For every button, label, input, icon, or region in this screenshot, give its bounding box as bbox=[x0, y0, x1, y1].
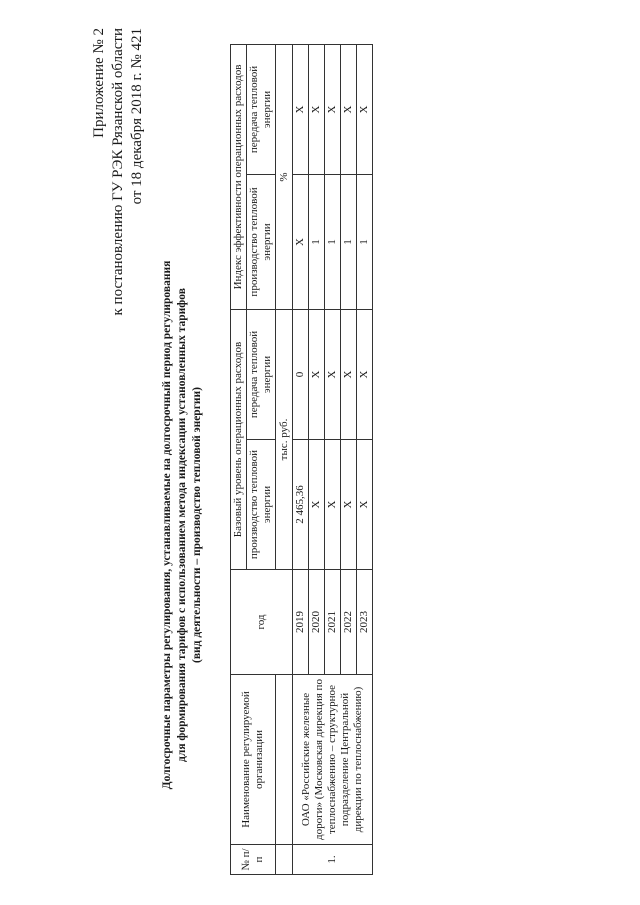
cell-base-prod: Х bbox=[309, 440, 325, 570]
title-line-2: для формирования тарифов с использованием метода индексации установленных тарифов bbox=[176, 288, 188, 762]
cell-year: 2021 bbox=[325, 570, 341, 675]
cell-idx-prod: 1 bbox=[341, 174, 357, 309]
cell-idx-trans: Х bbox=[325, 44, 341, 174]
cell-base-prod: 2 465,36 bbox=[293, 440, 309, 570]
cell-base-prod: Х bbox=[357, 440, 373, 570]
header-base-level: Базовый уровень операционных расходов bbox=[231, 309, 247, 569]
cell-base-trans: 0 bbox=[293, 309, 309, 439]
appendix-number: Приложение № 2 bbox=[91, 28, 107, 138]
cell-base-trans: Х bbox=[325, 309, 341, 439]
header-year: год bbox=[231, 570, 293, 675]
cell-base-trans: Х bbox=[309, 309, 325, 439]
table-header-row bbox=[231, 44, 247, 874]
unit-index: % bbox=[276, 44, 293, 309]
cell-idx-prod: Х bbox=[293, 174, 309, 309]
organization-name: ОАО «Российские железные дороги» (Московская дирекция по теплоснабжению – структурное подразделение Центральной дирекции по теплоснабжению) bbox=[293, 675, 373, 845]
appendix-date: от 18 декабря 2018 г. № 421 bbox=[129, 28, 145, 205]
header-num: № п/п bbox=[231, 845, 276, 875]
subheader-base-prod: производство тепловой энергии bbox=[247, 440, 276, 570]
row-number: 1. bbox=[293, 845, 373, 875]
cell-idx-trans: Х bbox=[357, 44, 373, 174]
title-line-1: Долгосрочные параметры регулирования, устанавливаемые на долгосрочный период регулирования bbox=[161, 260, 173, 790]
unit-empty-num bbox=[276, 845, 293, 875]
cell-base-prod: Х bbox=[325, 440, 341, 570]
cell-year: 2023 bbox=[357, 570, 373, 675]
cell-idx-prod: 1 bbox=[325, 174, 341, 309]
cell-idx-trans: Х bbox=[293, 44, 309, 174]
cell-year: 2020 bbox=[309, 570, 325, 675]
unit-empty-org bbox=[276, 675, 293, 845]
cell-base-prod: Х bbox=[341, 440, 357, 570]
subheader-base-trans: передача тепловой энергии bbox=[247, 309, 276, 439]
cell-idx-prod: 1 bbox=[357, 174, 373, 309]
unit-base: тыс. руб. bbox=[276, 309, 293, 569]
table-unit-row bbox=[276, 44, 293, 874]
parameters-table bbox=[230, 44, 373, 875]
cell-idx-trans: Х bbox=[309, 44, 325, 174]
appendix-header bbox=[90, 28, 147, 448]
subheader-index-prod: производство тепловой энергии bbox=[247, 174, 276, 309]
cell-base-trans: Х bbox=[341, 309, 357, 439]
appendix-reference: к постановлению ГУ РЭК Рязанской области bbox=[110, 28, 126, 316]
header-org: Наименование регулируемой организации bbox=[231, 675, 276, 845]
cell-base-trans: Х bbox=[357, 309, 373, 439]
table-row bbox=[293, 44, 309, 874]
document-title bbox=[160, 225, 205, 825]
cell-idx-trans: Х bbox=[341, 44, 357, 174]
title-line-3: (вид деятельности – производство тепловой энергии) bbox=[191, 386, 203, 664]
subheader-index-trans: передача тепловой энергии bbox=[247, 44, 276, 174]
header-efficiency-index: Индекс эффективности операционных расходов bbox=[231, 44, 247, 309]
cell-year: 2019 bbox=[293, 570, 309, 675]
cell-idx-prod: 1 bbox=[309, 174, 325, 309]
cell-year: 2022 bbox=[341, 570, 357, 675]
